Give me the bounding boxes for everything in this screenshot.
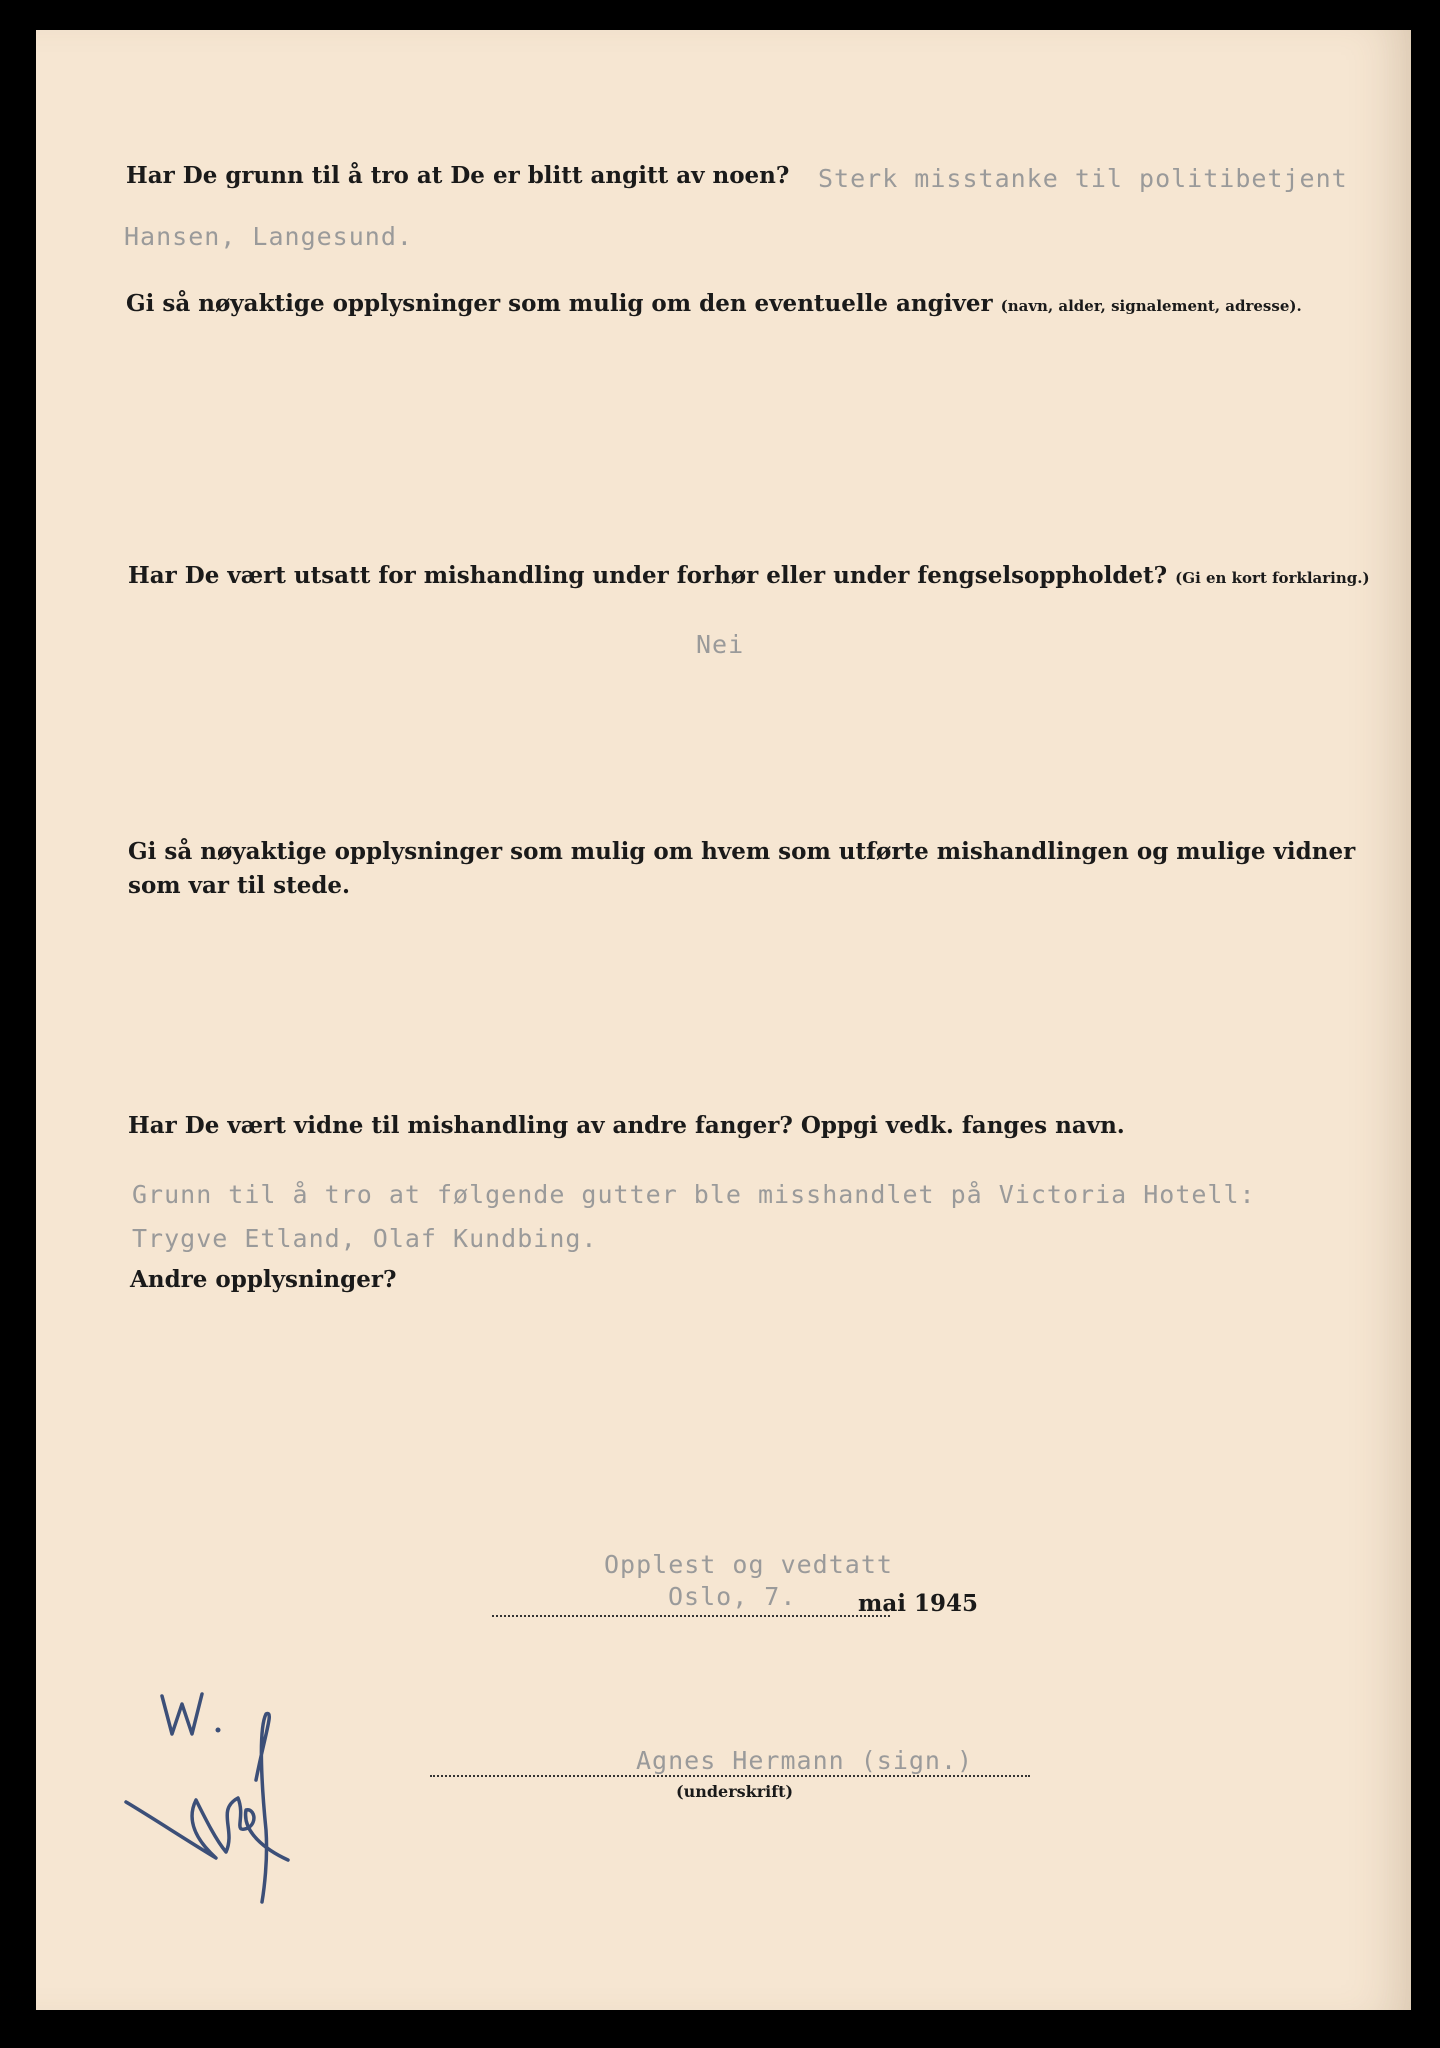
answer-mistreatment: Nei: [696, 630, 745, 659]
signature-dotted-line: [430, 1775, 1030, 1777]
signature-caption: (underskrift): [676, 1782, 794, 1801]
answer-denounced-line1: Sterk misstanke til politibetjent: [818, 164, 1348, 193]
answer-denounced-line2: Hansen, Langesund.: [124, 222, 413, 251]
closing-month-year: mai 1945: [858, 1590, 978, 1617]
question-denounced: Har De grunn til å tro at De er blitt angitt av noen?: [126, 162, 790, 189]
document-page: [36, 30, 1411, 2010]
typed-signature: Agnes Hermann (sign.): [636, 1746, 974, 1775]
closing-read-approved: Opplest og vedtatt: [604, 1550, 893, 1579]
question-perpetrators-line2: som var til stede.: [128, 872, 351, 899]
answer-witness-line1: Grunn til å tro at følgende gutter ble misshandlet på Victoria Hotell:: [132, 1180, 1256, 1209]
question-mistreatment: [128, 562, 1370, 589]
question-other-info: Andre opplysninger?: [130, 1266, 397, 1293]
closing-place-date: Oslo, 7.: [668, 1582, 797, 1611]
question-mistreatment-label: Har De vært utsatt for mishandling under forhør eller under fengselsoppholdet?: [128, 562, 1168, 589]
question-witness: Har De vært vidne til mishandling av andre fanger? Oppgi vedk. fanges navn.: [128, 1112, 1125, 1139]
question-informer-note: (navn, alder, signalement, adresse).: [1000, 297, 1302, 315]
question-mistreatment-note: (Gi en kort forklaring.): [1175, 569, 1370, 587]
question-perpetrators-line1: Gi så nøyaktige opplysninger som mulig om hvem som utførte mishandlingen og mulige vidner: [128, 838, 1356, 865]
question-informer-details: [126, 290, 1302, 317]
date-dotted-line: [492, 1615, 890, 1617]
handwritten-signature-mark: [116, 1670, 316, 1910]
answer-witness-line2: Trygve Etland, Olaf Kundbing.: [132, 1224, 598, 1253]
question-informer-label: Gi så nøyaktige opplysninger som mulig om den eventuelle angiver: [126, 290, 993, 317]
